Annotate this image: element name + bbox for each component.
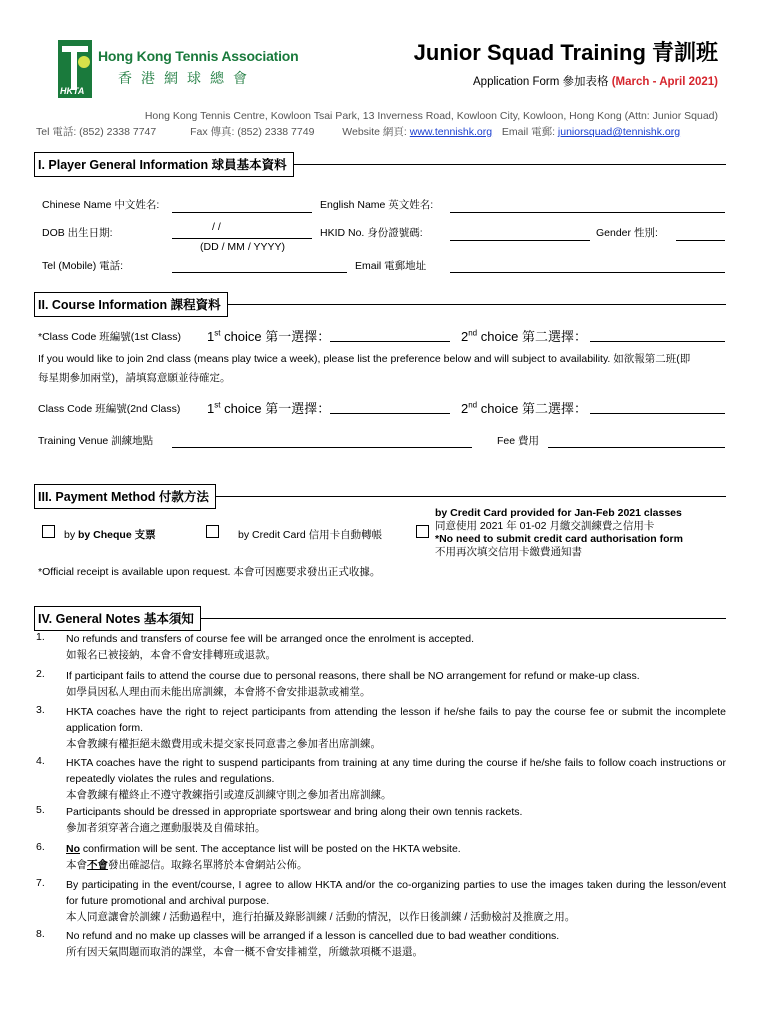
hkid-field[interactable] <box>450 240 590 241</box>
cc-provided-label: by Credit Card provided for Jan-Feb 2021 classes 同意使用 2021 年 01-02 月繳交訓練費之信用卡 *No need to submit credit card authorisation form 不用再次填交信用卡繳費通知書 <box>435 507 683 558</box>
second-choice-1: 2nd choice 第二選擇： <box>461 328 587 344</box>
second-choice-2: 2nd choice 第二選擇： <box>461 400 587 416</box>
note-number: 8. <box>36 928 45 940</box>
email-label: Email 電郵: <box>501 126 555 138</box>
website-label: Website 網頁: <box>342 126 407 138</box>
note-text-zh: 本人同意讓會於訓練 / 活動過程中，進行拍攝及錄影訓練 / 活動的情況，以作日後訓練 / 活動檢討及推廣之用。 <box>66 911 576 923</box>
org-name-en: Hong Kong Tennis Association <box>98 48 299 64</box>
dob-slashes: / / <box>212 221 221 233</box>
dob-field[interactable] <box>172 238 312 239</box>
section-4-title: IV. General Notes 基本須知 <box>34 606 201 631</box>
note-item <box>66 877 726 925</box>
second-class-note-en: If you would like to join 2nd class (means play twice a week), please list the preference below and will subject to availability. 如欲報第二班(即 <box>38 353 691 365</box>
english-name-label: English Name 英文姓名: <box>320 199 434 211</box>
receipt-note: *Official receipt is available upon request. 本會可因應要求發出正式收據。 <box>38 566 381 578</box>
note-text-en: If participant fails to attend the course due to personal reasons, there shall be NO arrangement for refund or make-up class. <box>66 670 640 682</box>
second-choice-2-field[interactable] <box>590 413 725 414</box>
website-link[interactable]: www.tennishk.org <box>409 126 493 138</box>
fee-label: Fee 費用 <box>497 435 540 447</box>
note-number: 7. <box>36 877 45 889</box>
gender-label: Gender 性別: <box>596 227 658 239</box>
english-name-field[interactable] <box>450 212 725 213</box>
note-text-en: No confirmation will be sent. The acceptance list will be posted on the HKTA website. <box>66 843 461 855</box>
tel: Tel 電話: (852) 2338 7747 <box>36 126 157 138</box>
note-text-en: No refunds and transfers of course fee will be arranged once the enrolment is accepted. <box>66 633 474 645</box>
chinese-name-field[interactable] <box>172 212 312 213</box>
note-number: 5. <box>36 804 45 816</box>
note-item <box>66 631 726 663</box>
first-choice-1: 1st choice 第一選擇： <box>207 328 331 344</box>
section-2-title: II. Course Information 課程資料 <box>34 292 228 317</box>
second-class-note-zh: 每星期參加兩堂)，請填寫意願並待確定。 <box>38 372 231 384</box>
credit-card-label: by Credit Card 信用卡自動轉帳 <box>238 529 383 541</box>
note-text-zh: 所有因天氣問題而取消的課堂，本會一概不會安排補堂，所繳款項概不退還。 <box>66 946 423 958</box>
first-choice-2: 1st choice 第一選擇： <box>207 400 331 416</box>
note-number: 6. <box>36 841 45 853</box>
first-choice-1-field[interactable] <box>330 341 450 342</box>
section-3-title: III. Payment Method 付款方法 <box>34 484 216 509</box>
note-text-en: No refund and no make up classes will be arranged if a lesson is cancelled due to bad weather conditions. <box>66 930 560 942</box>
note-item <box>66 928 726 960</box>
contact-line <box>36 124 680 139</box>
hkta-logo <box>58 40 92 98</box>
note-item <box>66 841 726 873</box>
note-text-zh: 如學員因私人理由而未能出席訓練，本會將不會安排退款或補堂。 <box>66 686 371 698</box>
class-code-2-label: Class Code 班編號(2nd Class) <box>38 403 181 415</box>
fax: Fax 傳真: (852) 2338 7749 <box>190 126 315 138</box>
chinese-name-label: Chinese Name 中文姓名: <box>42 199 160 211</box>
note-text-zh: 本會教練有權終止不遵守教練指引或違反訓練守則之參加者出席訓練。 <box>66 789 392 801</box>
org-name-zh: 香港網球總會 <box>118 70 256 86</box>
address: Hong Kong Tennis Centre, Kowloon Tsai Park, 13 Inverness Road, Kowloon City, Kowloon, Hong Kong (Attn: Junior Squad) <box>144 110 718 122</box>
venue-field[interactable] <box>172 447 472 448</box>
section-1-title: I. Player General Information 球員基本資料 <box>34 152 294 177</box>
note-text-zh: 參加者須穿著合適之運動服裝及自備球拍。 <box>66 822 266 834</box>
note-item <box>66 704 726 752</box>
note-text-zh: 本會不會發出確認信。取錄名單將於本會網站公佈。 <box>66 859 308 871</box>
form-subtitle <box>473 73 718 89</box>
credit-card-checkbox[interactable] <box>206 525 219 538</box>
page-title: Junior Squad Training 青訓班 <box>413 40 718 65</box>
note-item <box>66 804 726 836</box>
dob-label: DOB 出生日期: <box>42 227 113 239</box>
fee-field[interactable] <box>548 447 725 448</box>
note-text-en: By participating in the event/course, I agree to allow HKTA and/or the co-organizing parties to use the images taken during the lesson/event for future promotional and archival purpose. <box>66 879 726 907</box>
tennis-ball-icon <box>78 56 90 68</box>
form-label: Application Form 參加表格 <box>473 76 609 88</box>
hkid-label: HKID No. 身份證號碼: <box>320 227 423 239</box>
note-number: 1. <box>36 631 45 643</box>
note-number: 4. <box>36 755 45 767</box>
note-text-en: HKTA coaches have the right to suspend participants from training at any time during the course if he/she fails to follow coach instructions or repeatedly violates the rules and regulations. <box>66 757 726 785</box>
note-number: 3. <box>36 704 45 716</box>
gender-field[interactable] <box>676 240 725 241</box>
tel-mobile-field[interactable] <box>172 272 347 273</box>
note-item <box>66 755 726 803</box>
second-choice-1-field[interactable] <box>590 341 725 342</box>
cheque-checkbox[interactable] <box>42 525 55 538</box>
tel-mobile-label: Tel (Mobile) 電話: <box>42 260 124 272</box>
note-text-en: Participants should be dressed in appropriate sportswear and bring along their own tennis rackets. <box>66 806 523 818</box>
form-period: (March - April 2021) <box>611 76 718 88</box>
note-text-zh: 本會教練有權拒絕未繳費用或未提交家長同意書之參加者出席訓練。 <box>66 738 381 750</box>
logo-text: HKTA <box>60 86 85 96</box>
note-text-zh: 如報名已被接納，本會不會安排轉班或退款。 <box>66 649 276 661</box>
note-item <box>66 668 726 700</box>
email-link[interactable]: juniorsquad@tennishk.org <box>557 126 681 138</box>
venue-label: Training Venue 訓練地點 <box>38 435 154 447</box>
note-number: 2. <box>36 668 45 680</box>
class-code-1-label: *Class Code 班編號(1st Class) <box>38 331 181 343</box>
dob-format: (DD / MM / YYYY) <box>200 241 285 253</box>
second-class-note <box>38 350 728 388</box>
note-text-en: HKTA coaches have the right to reject participants from attending the lesson if he/she fails to pay the course fee or submit the incomplete application form. <box>66 706 726 734</box>
email-field[interactable] <box>450 272 725 273</box>
cheque-label: by by Cheque 支票 <box>64 529 156 541</box>
email-label: Email 電郵地址 <box>355 260 427 272</box>
cc-provided-checkbox[interactable] <box>416 525 429 538</box>
first-choice-2-field[interactable] <box>330 413 450 414</box>
